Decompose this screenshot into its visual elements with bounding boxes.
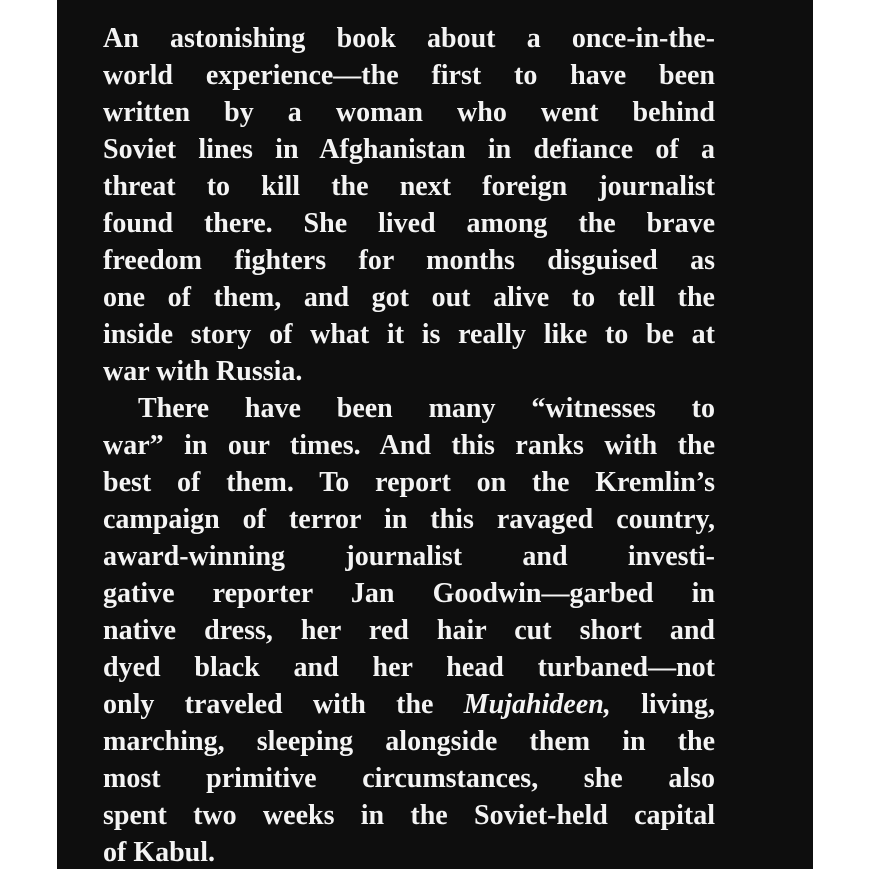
blurb-line: marching, sleeping alongside them in the xyxy=(103,726,715,757)
blurb-text: living, xyxy=(610,689,715,720)
blurb-line: Soviet lines in Afghanistan in defiance of a xyxy=(103,134,715,165)
blurb-line: dyed black and her head turbaned—not xyxy=(103,652,715,683)
blurb-line: best of them. To report on the Kremlin’s xyxy=(103,467,715,498)
blurb-line: gative reporter Jan Goodwin—garbed in xyxy=(103,578,715,609)
blurb-line: freedom fighters for months disguised as xyxy=(103,245,715,276)
blurb-line: world experience—the first to have been xyxy=(103,60,715,91)
blurb-line: of Kabul. xyxy=(103,837,216,868)
blurb-line: campaign of terror in this ravaged country, xyxy=(103,504,715,535)
italic-term: Mujahideen, xyxy=(463,689,611,720)
blurb-line-with-italic xyxy=(103,686,715,723)
blurb-line: threat to kill the next foreign journalist xyxy=(103,171,715,202)
blurb-line: one of them, and got out alive to tell the xyxy=(103,282,715,313)
blurb-line: war” in our times. And this ranks with the xyxy=(103,430,715,461)
blurb-line: written by a woman who went behind xyxy=(103,97,715,128)
blurb-line: An astonishing book about a once-in-the- xyxy=(103,23,715,54)
blurb-line: found there. She lived among the brave xyxy=(103,208,715,239)
cover-blurb xyxy=(103,20,715,869)
blurb-line: award-winning journalist and investi- xyxy=(103,541,715,572)
blurb-line: native dress, her red hair cut short and xyxy=(103,615,715,646)
blurb-line: There have been many “witnesses to xyxy=(138,393,715,424)
blurb-line: war with Russia. xyxy=(103,356,303,387)
blurb-line: inside story of what it is really like to be at xyxy=(103,319,715,350)
book-back-cover xyxy=(57,0,813,869)
blurb-line: most primitive circumstances, she also xyxy=(103,763,715,794)
blurb-text: only traveled with the xyxy=(103,689,464,720)
blurb-line: spent two weeks in the Soviet-held capital xyxy=(103,800,715,831)
